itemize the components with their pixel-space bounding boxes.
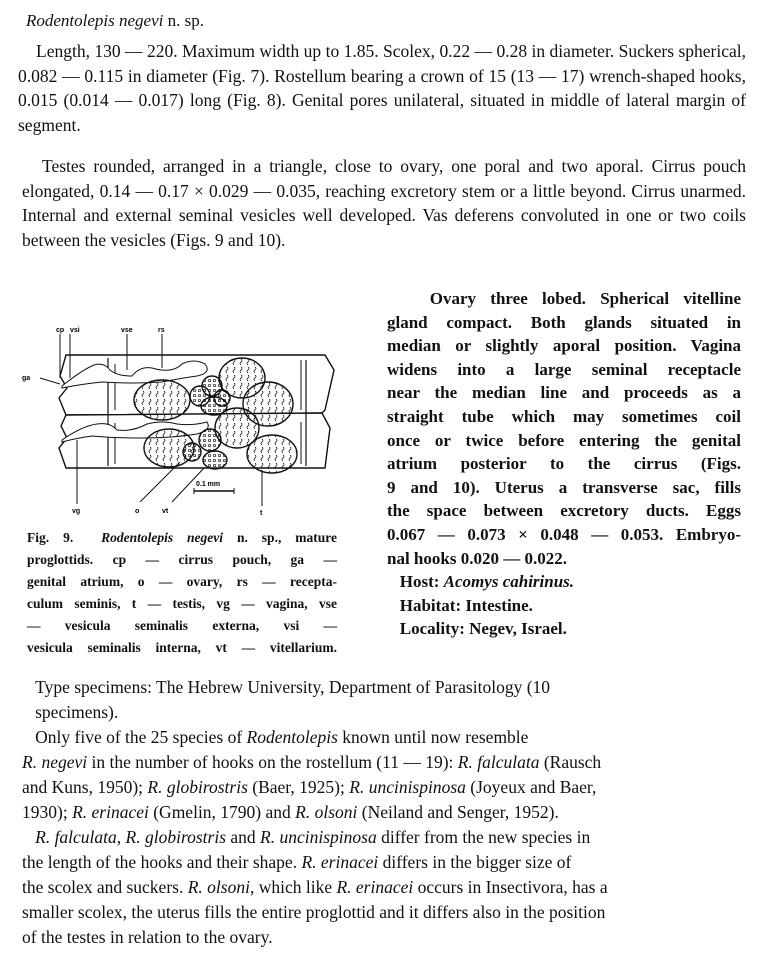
comparison-line-7 bbox=[22, 875, 757, 900]
description-paragraph-2: Testes rounded, arranged in a triangle, close to ovary, one poral and two aporal. Cirrus pouch elongated, 0.14 — 0.17 × 0.029 — 0.035, reaching excretory stem or a little beyond. Cirrus unarmed. Internal and external seminal vesicles well developed. Vas deferens convoluted in one or two coils between the vesicles (Figs. 9 and 10). bbox=[22, 156, 746, 250]
species-name: R. erinacei bbox=[301, 852, 379, 872]
label-t: t bbox=[260, 510, 263, 517]
caption-fig-label: Fig. 9. bbox=[27, 530, 74, 545]
comparison-line-8: smaller scolex, the uterus fills the entire proglottid and it differs also in the position bbox=[22, 902, 606, 922]
comparison-line-4 bbox=[22, 800, 757, 825]
host-label: Host: bbox=[399, 572, 444, 592]
text-run: (Neiland and Senger, 1952). bbox=[357, 802, 559, 822]
species-heading bbox=[26, 10, 204, 32]
comparison-line-2 bbox=[22, 750, 757, 775]
text-run: Only five of the 25 species of bbox=[22, 727, 247, 747]
text-run: 1930); bbox=[22, 802, 73, 822]
text-run: differ from the new species in bbox=[376, 827, 591, 847]
habitat-label: Habitat: bbox=[399, 595, 466, 615]
figure-9-caption bbox=[27, 527, 337, 659]
species-name: R. uncinispinosa bbox=[349, 777, 466, 797]
figure-9-proglottids bbox=[22, 318, 352, 518]
right-line: gland compact. Both glands situated in bbox=[387, 312, 741, 332]
species-name: Rodentolepis negevi bbox=[26, 11, 164, 30]
text-run: the length of the hooks and their shape. bbox=[22, 852, 302, 872]
text-run: and Kuns, 1950); bbox=[22, 777, 148, 797]
comparison-line-6 bbox=[22, 850, 757, 875]
label-vg: vg bbox=[72, 508, 81, 515]
species-name: R. erinacei bbox=[336, 877, 414, 897]
species-suffix: n. sp. bbox=[163, 11, 204, 30]
text-run: and bbox=[226, 827, 261, 847]
caption-species: Rodentolepis negevi bbox=[101, 530, 224, 545]
discussion-text bbox=[22, 675, 757, 950]
caption-line: vesicula seminalis interna, vt — vitellarium. bbox=[27, 640, 337, 655]
locality-label: Locality: bbox=[399, 619, 470, 639]
right-line: near the median line and proceeds as a bbox=[387, 383, 741, 403]
caption-line: — vesicula seminalis externa, vsi — bbox=[27, 618, 337, 633]
comparison-line-9: of the testes in relation to the ovary. bbox=[22, 927, 273, 947]
caption-line: proglottids. cp — cirrus pouch, ga — bbox=[27, 552, 337, 567]
habitat-line bbox=[387, 594, 741, 618]
caption-line: culum seminis, t — testis, vg — vagina, vse bbox=[27, 596, 337, 611]
label-vse: vse bbox=[121, 327, 133, 334]
caption-line: genital atrium, o — ovary, rs — recepta- bbox=[27, 574, 337, 589]
locality-value: Negev, Israel. bbox=[469, 619, 567, 639]
species-name: R. uncinispinosa bbox=[260, 827, 377, 847]
text-run: occurs in Insectivora, has a bbox=[413, 877, 608, 897]
species-name: R. erinacei bbox=[72, 802, 149, 822]
locality-line bbox=[387, 617, 741, 641]
label-o: o bbox=[135, 508, 140, 515]
habitat-value: Intestine. bbox=[465, 595, 533, 615]
text-run: (Gmelin, 1790) and bbox=[148, 802, 296, 822]
caption-line bbox=[27, 527, 337, 549]
label-ga: ga bbox=[22, 375, 31, 382]
type-specimens-line-2: specimens). bbox=[22, 702, 119, 722]
text-run: in the number of hooks on the rostellum (11 — 19): bbox=[87, 752, 458, 772]
right-line: Ovary three lobed. Spherical vitelline bbox=[387, 289, 741, 308]
scale-bar-label: 0.1 mm bbox=[196, 481, 221, 488]
right-line: once or twice before entering the genital bbox=[387, 430, 741, 450]
right-line: median or slightly aporal position. Vagina bbox=[387, 336, 741, 356]
comparison-line-5 bbox=[22, 825, 757, 850]
right-line: 0.067 — 0.073 × 0.048 — 0.053. Embryo- bbox=[387, 524, 741, 544]
species-name: R. globirostris bbox=[147, 777, 248, 797]
label-rs: rs bbox=[158, 327, 165, 334]
proglottid-diagram bbox=[22, 318, 352, 518]
text-run: (Joyeux and Baer, bbox=[465, 777, 597, 797]
right-line: widens into a large seminal receptacle bbox=[387, 359, 741, 379]
species-name: R. falculata bbox=[35, 827, 117, 847]
text-run: (Rausch bbox=[539, 752, 602, 772]
species-name: R. negevi bbox=[22, 752, 88, 772]
right-line: 9 and 10). Uterus a transverse sac, fills bbox=[387, 477, 741, 497]
label-cp: cp bbox=[56, 327, 65, 334]
label-vt: vt bbox=[162, 508, 169, 515]
description-paragraph-1: Length, 130 — 220. Maximum width up to 1.85. Scolex, 0.22 — 0.28 in diameter. Suckers spherical, 0.082 — 0.115 in diameter (Fig. 7). Rostellum bearing a crown of 15 (13 — 17) wrench-shaped hooks, 0.015 (0.014 — 0.017) long (Fig. 8). Genital pores unilateral, situated in middle of lateral margin of segment. bbox=[18, 41, 746, 135]
species-name: R. falculata bbox=[457, 752, 540, 772]
host-line bbox=[387, 570, 741, 594]
right-column-text bbox=[387, 287, 741, 641]
text-run: (Baer, 1925); bbox=[247, 777, 350, 797]
right-line: the space between excretory ducts. Eggs bbox=[387, 501, 741, 521]
species-name: R. olsoni bbox=[295, 802, 358, 822]
label-vsi: vsi bbox=[70, 327, 80, 334]
text-run: known until now resemble bbox=[337, 727, 529, 747]
caption-line1-tail: n. sp., mature bbox=[223, 530, 337, 545]
right-line: straight tube which may sometimes coil bbox=[387, 406, 741, 426]
host-value: Acomys cahirinus. bbox=[443, 572, 575, 592]
species-name: R. olsoni bbox=[187, 877, 250, 897]
comparison-line-1 bbox=[22, 725, 757, 750]
type-specimens-line-1: Type specimens: The Hebrew University, Department of Parasitology (10 bbox=[22, 677, 551, 697]
text-run: differs in the bigger size of bbox=[378, 852, 572, 872]
comparison-line-3 bbox=[22, 775, 757, 800]
text-run bbox=[22, 827, 35, 847]
right-line: atrium posterior to the cirrus (Figs. bbox=[387, 454, 741, 474]
text-run: , which like bbox=[249, 877, 337, 897]
right-line-last: nal hooks 0.020 — 0.022. bbox=[387, 548, 567, 568]
genus-name: Rodentolepis bbox=[246, 727, 338, 747]
text-run: the scolex and suckers. bbox=[22, 877, 188, 897]
species-name: R. globirostris bbox=[125, 827, 227, 847]
text-run: , bbox=[116, 827, 126, 847]
